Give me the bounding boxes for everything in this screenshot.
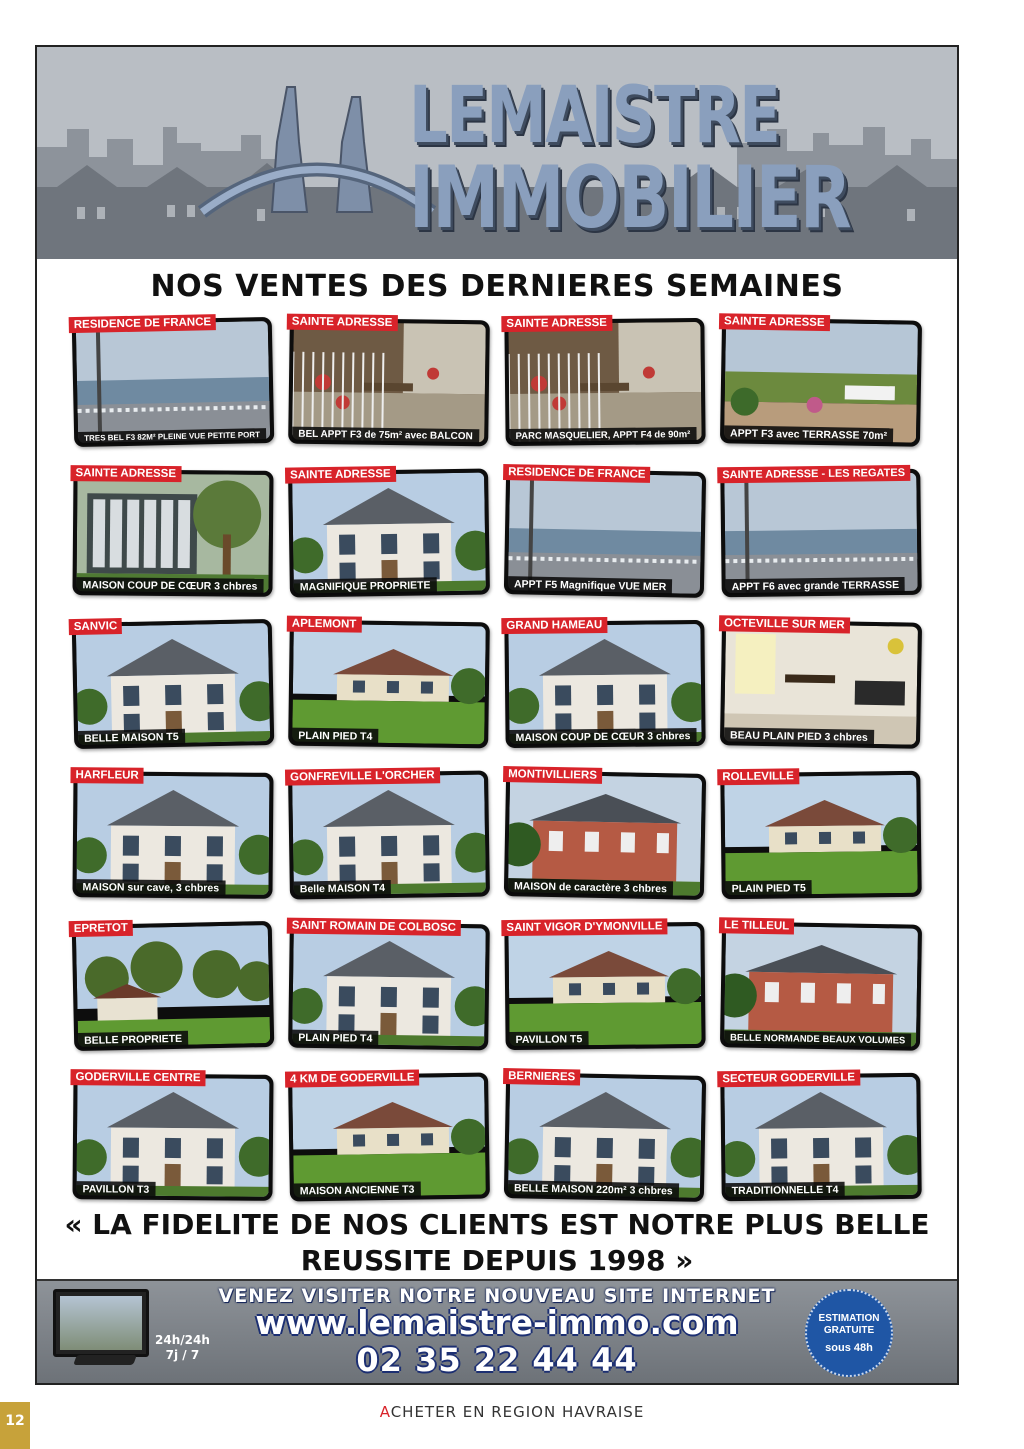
property-photo bbox=[724, 321, 918, 442]
property-photo bbox=[76, 623, 270, 745]
listing-location-label: SAINT VIGOR D'YMONVILLE bbox=[501, 918, 667, 936]
running-title bbox=[0, 1403, 1024, 1421]
listing-card bbox=[72, 921, 275, 1051]
listing-description: MAISON de caractère 3 chbres bbox=[508, 878, 673, 897]
listing-location-label: APLEMONT bbox=[287, 616, 362, 633]
page-number: 12 bbox=[0, 1402, 30, 1449]
section-headline: NOS VENTES DES DERNIERES SEMAINES bbox=[150, 269, 844, 304]
property-photo bbox=[508, 926, 701, 1046]
listing-location-label: EPRETOT bbox=[69, 920, 133, 937]
listing-card bbox=[720, 921, 922, 1050]
running-title-initial: A bbox=[379, 1403, 391, 1421]
property-photo bbox=[76, 321, 270, 443]
listing-description: BEAU PLAIN PIED 3 chbres bbox=[724, 727, 874, 746]
listing-location-label: SAINTE ADRESSE bbox=[285, 466, 396, 484]
slogan-line1: « LA FIDELITE DE NOS CLIENTS EST NOTRE PLUS BELLE bbox=[64, 1208, 930, 1241]
listing-card bbox=[72, 1073, 273, 1201]
listing-description: TRES BEL F3 82M² PLEINE VUE PETITE PORT bbox=[78, 428, 266, 445]
listing-card bbox=[504, 620, 705, 748]
listing-location-label: SAINTE ADRESSE bbox=[287, 314, 398, 332]
listing-description: BEL APPT F3 de 75m² avec BALCON bbox=[292, 427, 479, 445]
listing-location-label: ROLLEVILLE bbox=[717, 768, 799, 785]
free-estimate-badge bbox=[805, 1289, 893, 1377]
listing-description: BELLE NORMANDE BEAUX VOLUMES bbox=[724, 1030, 911, 1048]
listing-card bbox=[504, 922, 705, 1050]
listing-card bbox=[72, 317, 275, 447]
listing-card bbox=[288, 770, 490, 899]
header-banner bbox=[37, 47, 957, 259]
listing-description: BELLE PROPRIETE bbox=[78, 1031, 188, 1049]
property-photo bbox=[292, 322, 486, 443]
listing-description: MAISON ANCIENNE T3 bbox=[294, 1182, 421, 1200]
listing-description: MAGNIFIQUE PROPRIETE bbox=[294, 577, 437, 595]
visit-website-text: VENEZ VISITER NOTRE NOUVEAU SITE INTERNET bbox=[218, 1285, 776, 1307]
listing-card bbox=[720, 771, 922, 899]
property-photo bbox=[724, 925, 918, 1046]
property-photo bbox=[292, 1076, 486, 1197]
listing-location-label: BERNIERES bbox=[503, 1068, 580, 1085]
property-photo bbox=[508, 322, 701, 442]
badge-line1: ESTIMATION bbox=[818, 1313, 880, 1324]
listing-description: APPT F6 avec grande TERRASSE bbox=[726, 577, 906, 595]
listing-card bbox=[720, 466, 922, 597]
listing-location-label: SAINTE ADRESSE bbox=[70, 465, 181, 482]
listing-location-label: 4 KM DE GODERVILLE bbox=[285, 1070, 420, 1088]
property-photo bbox=[292, 624, 486, 745]
listing-description: MAISON sur cave, 3 chbres bbox=[76, 879, 225, 896]
listing-description: APPT F5 Magnifique VUE MER bbox=[508, 576, 673, 595]
hours-line2: 7j / 7 bbox=[165, 1348, 200, 1362]
property-photo bbox=[508, 1076, 702, 1198]
slogan-line2: REUSSITE DEPUIS 1998 » bbox=[300, 1244, 694, 1277]
listing-card bbox=[288, 468, 490, 597]
slogan-quote bbox=[37, 1207, 957, 1279]
listing-card bbox=[288, 919, 490, 1051]
listing-description: BELLE MAISON 220m² 3 chbres bbox=[508, 1180, 679, 1199]
listing-description: BELLE MAISON T5 bbox=[78, 729, 185, 747]
brand-name-line1: LEMAISTRE bbox=[409, 71, 780, 161]
listing-location-label: GONFREVILLE L'ORCHER bbox=[285, 767, 440, 785]
property-photo bbox=[724, 775, 917, 895]
listing-card bbox=[504, 468, 706, 598]
listing-description: APPT F3 avec TERRASSE 70m² bbox=[724, 425, 893, 444]
phone-number[interactable]: 02 35 22 44 44 bbox=[356, 1341, 638, 1379]
listing-card bbox=[504, 770, 706, 900]
brand-name-line2: IMMOBILIER bbox=[409, 148, 851, 248]
listing-card bbox=[288, 1072, 490, 1201]
listing-location-label: OCTEVILLE SUR MER bbox=[719, 615, 850, 633]
property-photo bbox=[724, 1077, 917, 1197]
listing-description: PLAIN PIED T4 bbox=[292, 728, 378, 745]
property-photo bbox=[292, 472, 486, 593]
listing-description: TRADITIONNELLE T4 bbox=[726, 1182, 845, 1199]
listing-card bbox=[288, 315, 490, 447]
listing-location-label: SECTEUR GODERVILLE bbox=[717, 1070, 860, 1088]
listing-location-label: GRAND HAMEAU bbox=[501, 617, 607, 634]
listing-card bbox=[504, 1072, 706, 1202]
website-url[interactable]: www.lemaistre-immo.com bbox=[255, 1303, 739, 1342]
listing-card bbox=[288, 617, 490, 749]
running-title-rest: CHETER EN REGION HAVRAISE bbox=[390, 1403, 645, 1421]
listing-description: Belle MAISON T4 bbox=[294, 880, 391, 898]
listing-card bbox=[720, 317, 922, 446]
hours-line1: 24h/24h bbox=[155, 1333, 210, 1347]
property-photo bbox=[76, 925, 270, 1047]
listing-card bbox=[720, 1073, 922, 1201]
property-photo bbox=[508, 624, 701, 744]
listing-description: PLAIN PIED T4 bbox=[292, 1030, 378, 1047]
property-photo bbox=[508, 774, 702, 896]
listing-card bbox=[504, 318, 705, 446]
listing-card bbox=[72, 469, 273, 597]
listing-description: MAISON COUP DE CŒUR 3 chbres bbox=[509, 728, 696, 746]
listing-location-label: RESIDENCE DE FRANCE bbox=[503, 464, 651, 483]
listing-description: MAISON COUP DE CŒUR 3 chbres bbox=[76, 577, 263, 595]
property-photo bbox=[76, 1077, 269, 1197]
listing-location-label: RESIDENCE DE FRANCE bbox=[69, 314, 217, 333]
listing-description: PAVILLON T3 bbox=[76, 1181, 155, 1198]
listing-location-label: SAINTE ADRESSE - LES REGATES bbox=[717, 465, 910, 483]
listing-location-label: LE TILLEUL bbox=[719, 917, 794, 934]
listing-location-label: SAINT ROMAIN DE COLBOSC bbox=[287, 918, 461, 936]
listing-location-label: GODERVILLE CENTRE bbox=[70, 1069, 205, 1086]
badge-line3: sous 48h bbox=[825, 1342, 873, 1354]
property-photo bbox=[76, 775, 269, 895]
listing-location-label: SANVIC bbox=[69, 618, 123, 635]
listing-card bbox=[72, 619, 275, 749]
listing-card bbox=[72, 771, 273, 899]
contact-footer bbox=[37, 1279, 957, 1383]
property-photo bbox=[724, 623, 918, 744]
listing-location-label: SAINTE ADRESSE bbox=[719, 313, 830, 331]
listing-location-label: SAINTE ADRESSE bbox=[501, 315, 612, 332]
listing-card bbox=[720, 619, 922, 748]
property-photo bbox=[76, 473, 269, 593]
badge-line2: GRATUITE bbox=[823, 1325, 875, 1336]
property-photo bbox=[292, 774, 486, 895]
property-photo bbox=[292, 926, 486, 1047]
property-photo bbox=[508, 472, 702, 594]
listing-location-label: HARFLEUR bbox=[70, 767, 143, 784]
listing-description: PAVILLON T5 bbox=[509, 1031, 588, 1048]
listing-description: PLAIN PIED T5 bbox=[726, 880, 812, 897]
listing-location-label: MONTIVILLIERS bbox=[503, 766, 602, 784]
listing-description: PARC MASQUELIER, APPT F4 de 90m² bbox=[509, 427, 696, 444]
advert-frame bbox=[35, 45, 959, 1385]
property-photo bbox=[724, 473, 917, 593]
